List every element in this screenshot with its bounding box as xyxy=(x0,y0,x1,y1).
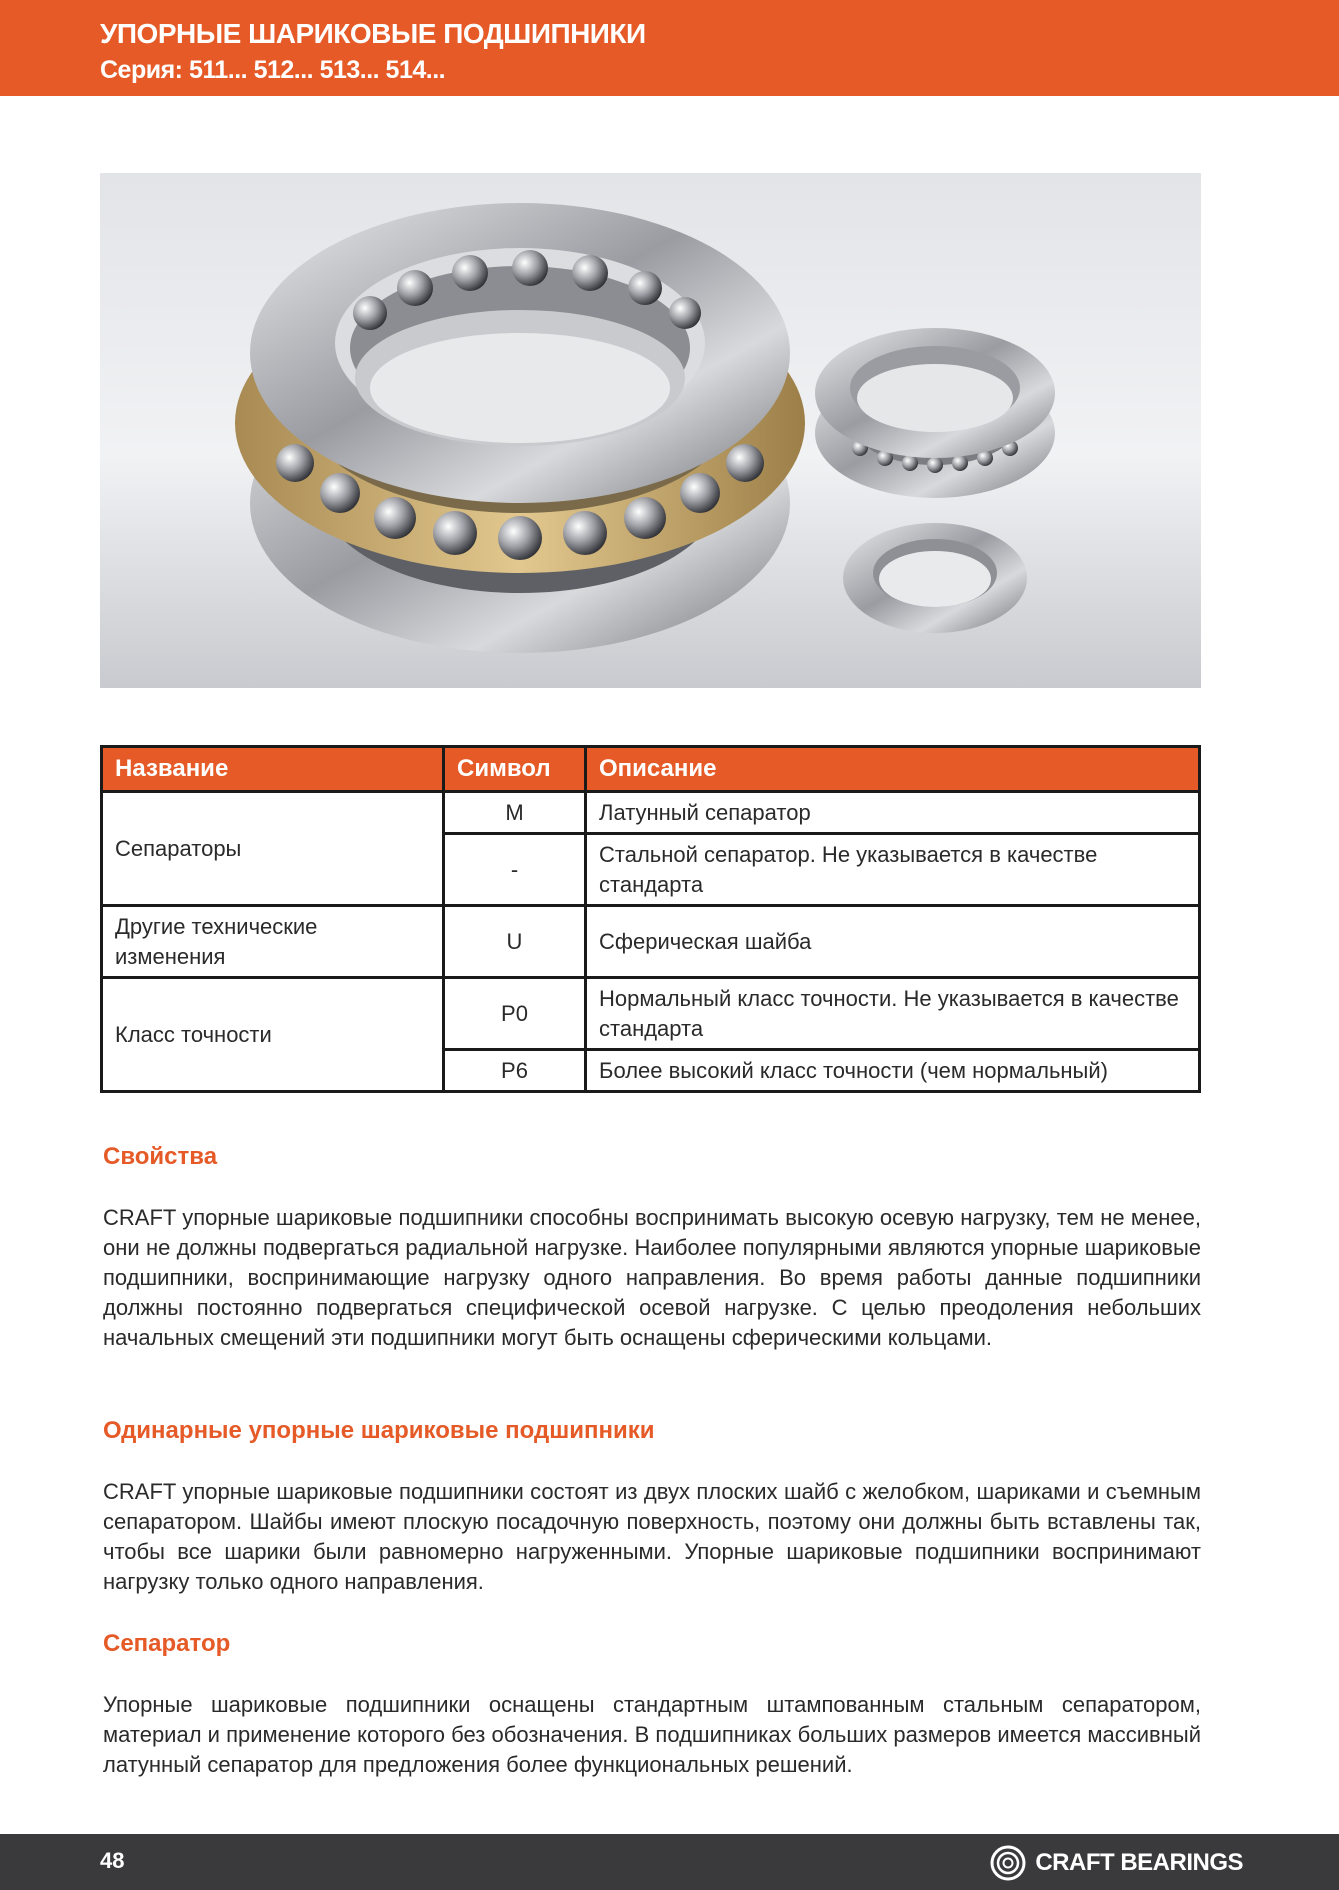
table-cell-description: Сферическая шайба xyxy=(586,906,1200,978)
column-header-description: Описание xyxy=(586,747,1200,792)
page-title: УПОРНЫЕ ШАРИКОВЫЕ ПОДШИПНИКИ xyxy=(100,18,646,49)
section-heading-properties: Свойства xyxy=(103,1143,218,1170)
section-text-single-bearings: CRAFT упорные шариковые подшипники состоят из двух плоских шайб с желобком, шариками и съемным сепаратором. Шайбы имеют плоскую посадочную поверхность, поэтому они должны быть вставлены так, чтобы все шарики были равномерно нагруженными. Упорные шариковые подшипники воспринимают нагрузку только одного направления. xyxy=(103,1479,1201,1594)
table-cell-symbol: U xyxy=(444,906,586,978)
designation-table xyxy=(100,745,1201,1093)
table-cell-symbol: - xyxy=(444,834,586,906)
table-cell-symbol: M xyxy=(444,792,586,834)
section-heading-cage: Сепаратор xyxy=(103,1630,231,1657)
table-cell-symbol: P6 xyxy=(444,1050,586,1092)
table-cell-name: Класс точности xyxy=(102,978,444,1092)
table-cell-description: Латунный сепаратор xyxy=(586,792,1200,834)
column-header-name: Название xyxy=(102,747,444,792)
product-photo xyxy=(100,173,1201,688)
brand-name: CRAFT BEARINGS xyxy=(1035,1849,1243,1876)
table-row xyxy=(102,906,1200,978)
table-cell-name: Сепараторы xyxy=(102,792,444,906)
column-header-symbol: Символ xyxy=(444,747,586,792)
section-text-cage: Упорные шариковые подшипники оснащены стандартным штампованным стальным сепаратором, материал и применение которого без обозначения. В подшипниках больших размеров имеется массивный латунный сепаратор для предложения более функциональных решений. xyxy=(103,1692,1201,1777)
table-row xyxy=(102,792,1200,834)
page-number: 48 xyxy=(100,1848,125,1873)
table-header-row xyxy=(102,747,1200,792)
section-text-properties: CRAFT упорные шариковые подшипники способны воспринимать высокую осевую нагрузку, тем не менее, они не должны подвергаться радиальной нагрузке. Наиболее популярными являются упорные шариковые подшипники, воспринимающие нагрузку одного направления. Во время работы данные подшипники должны постоянно подвергаться специфической осевой нагрузке. С целью преодоления небольших начальных смещений эти подшипники могут быть оснащены сферическими кольцами. xyxy=(103,1205,1201,1350)
table-cell-symbol: P0 xyxy=(444,978,586,1050)
page-header xyxy=(0,0,1339,96)
section-heading-single-bearings: Одинарные упорные шариковые подшипники xyxy=(103,1417,655,1444)
page-footer xyxy=(0,1834,1339,1890)
page-subtitle: Серия: 511... 512... 513... 514... xyxy=(100,56,446,84)
bearing-logo-icon xyxy=(989,1844,1027,1882)
brand-logo xyxy=(989,1844,1243,1882)
table-cell-description: Стальной сепаратор. Не указывается в качестве стандарта xyxy=(586,834,1200,906)
table-cell-name: Другие технические изменения xyxy=(102,906,444,978)
table-row xyxy=(102,978,1200,1050)
table-cell-description: Нормальный класс точности. Не указывается в качестве стандарта xyxy=(586,978,1200,1050)
table-cell-description: Более высокий класс точности (чем нормальный) xyxy=(586,1050,1200,1092)
